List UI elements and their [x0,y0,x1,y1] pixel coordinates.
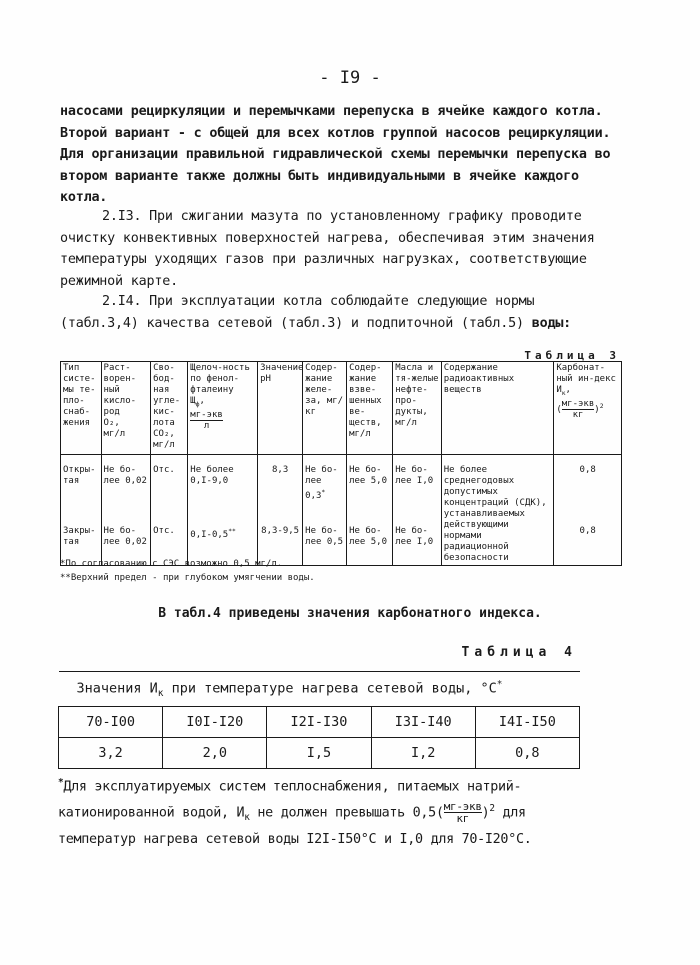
t4-range: 70-I00 [59,707,163,738]
t3-cell-suspended: Не бо-лее 5,0 [347,455,393,526]
table4-label: Таблица 4 [461,645,577,660]
table3-water-quality [60,361,622,566]
t3-header-type: Тип систе-мы те-пло-снаб-жения [61,362,102,455]
table3-footnote-2: **Верхний предел - при глубоком умягчении воды. [60,573,315,583]
table4-footnote: *Для эксплуатируемых систем теплоснабжения, питаемых натрий-катионированной водой, $И_к$ не должен превышать 0,5( $\frac{\text{мг-экв}}{кг}$ )$^2$ для температур нагрева сетевой воды I2I-I50°C и I,0 для 70-I20°C. [58,777,532,847]
t3-header-alk-sub: ф [195,400,200,408]
t3-cell-radioactive: Не более среднегодовых допустимых концентраций (СДК), устанавливаемых действующими нормами радиационной безопасности [441,455,554,566]
t4-footnote-line1: Для эксплуатируемых систем теплоснабжения, питаемых натрий-катионированной водой, И [58,779,522,821]
t3-cell-iron [303,455,347,526]
t3-header-o2-unit: O₂, [103,418,120,428]
t3-cell-ph: 8,3-9,5 [258,525,303,565]
t3-cell-oil: Не бо-лее I,0 [393,455,441,526]
t4-caption-mark: * [496,678,503,690]
paragraph-2-14-text: 2.I4. При эксплуатации котла соблюдайте следующие нормы (табл.3,4) качества сетевой (табл.3) и подпиточной (табл.5) [60,294,535,331]
paragraph-recirculation: насосами рециркуляции и перемычками перепуска в ячейке каждого котла. Второй вариант - с общей для всех котлов группой насосов рециркуляции. Для организации правильной гидравлической схемы перемычки перепуска во втором варианте также должны быть индивидуальными в ячейке каждого котла. [60,104,611,205]
t4-footnote-unit-den: кг [456,811,469,825]
t4-caption-rest: при температуре нагрева сетевой воды, °C [163,680,497,697]
t4-footnote-unit [444,801,482,824]
t3-cell-type: Закры-тая [61,525,102,565]
t4-range: I4I-I50 [475,707,579,738]
t3-header-ik-sub: к [561,389,566,397]
t3-cell-carbonate-index: 0,8 [554,525,622,565]
t4-value: I,2 [371,738,475,769]
t4-footnote-line2: для температур нагрева сетевой воды I2I-I50°C и I,0 для 70-I20°C. [58,805,532,847]
paragraph-2-14 [60,291,620,334]
t4-value: 2,0 [163,738,267,769]
t4-caption-text: Значения И [76,680,158,697]
t3-header-ik-text: Карбонат-ный ин-декс [556,363,616,384]
t4-value: I,5 [267,738,371,769]
table-row [59,738,580,769]
t3-cell-ph: 8,3 [258,455,303,526]
t3-cell-co2: Отс. [151,525,188,565]
table-row [61,455,622,526]
t4-value: 0,8 [475,738,579,769]
t3-cell-iron-mark: * [321,489,326,496]
t4-caption [59,672,580,707]
table4-intro-heading: В табл.4 приведены значения карбонатного индекса. [158,606,542,621]
table3-label: Таблица 3 [524,349,620,362]
t3-header-radioactive: Содержание радиоактивных веществ [441,362,554,455]
t3-cell-iron: Не бо-лее 0,5 [303,525,347,565]
t3-header-alk-text: Щелоч-ность по фенол-фталеину [190,363,250,395]
t3-header-carbonate-index: Карбонат-ный ин-декс $И_к$, ( $\frac{\text{мг-экв}}{кг}$ )$^2$ [554,362,622,455]
t3-header-ik-pow: 2 [599,402,604,410]
t3-header-iron: Содер-жание желе-за, мг/кг [303,362,347,455]
t3-header-ik-unit-num: мг-экв [561,398,595,409]
t4-caption-sub: к [157,688,164,700]
t3-header-oil: Масла и тя-желые нефте-про-дукты, мг/л [393,362,441,455]
t3-header-ik-sym: И [556,385,562,395]
t3-cell-type: Откры-тая [61,455,102,526]
t3-header-co2: Сво-бод-ная угле-кис-лота CO₂, мг/л [151,362,188,455]
t3-header-alk-unit [190,410,223,431]
page-number: - I9 - [319,68,381,88]
t3-cell-iron-value: Не бо-лее 0,3 [305,465,338,501]
t3-cell-o2: Не бо-лее 0,02 [101,525,151,565]
t3-header-o2 [101,362,151,455]
t4-range: I0I-I20 [163,707,267,738]
t3-header-alkalinity: Щелоч-ность по фенол-фталеину $Щ_ф$, $\frac{\text{мг-экв}}{л}$ [188,362,258,455]
t3-cell-co2: Отс. [151,455,188,526]
t3-header-o2-text: Раст-ворен-ный кисло-род [103,363,137,417]
paragraph-2-13: 2.I3. При сжигании мазута по установленному графику проводите очистку конвективных поверхностей нагрева, обеспечивая этим значения температуры уходящих газов при различных нагрузках, соответствующие режимной карте. [60,209,595,289]
t3-header-alk-unit-num: мг-экв [190,409,223,420]
t3-cell-suspended: Не бо-лее 5,0 [347,525,393,565]
t3-header-ik-unit [562,399,595,420]
t4-footnote-unit-num: мг-экв [443,799,482,813]
t4-footnote-sub: к [244,812,250,824]
t3-cell-alk-value: 0,I-0,5 [190,530,229,541]
t3-cell-carbonate-index: 0,8 [554,455,622,526]
t4-footnote-mark: * [58,777,64,788]
t3-header-o2-unit2: мг/л [103,429,126,439]
t3-cell-alkalinity: Не более 0,I-9,0 [188,455,258,526]
t3-header-alk-sym: Щ [190,396,196,406]
t3-cell-alk-mark: ** [228,528,236,536]
table4-carbonate-index [58,671,580,769]
t3-header-ph: Значение pH [258,362,303,455]
t3-header-alk-unit-den: л [203,420,210,431]
t4-footnote-pow: 2 [489,802,495,814]
t3-cell-o2: Не бо-лее 0,02 [101,455,151,526]
t4-range: I2I-I30 [267,707,371,738]
t3-header-ik-unit-den: кг [572,409,584,420]
t4-footnote-line1b: не должен превышать 0,5( [249,805,444,821]
paragraph-2-14-tail: воды: [531,315,572,331]
table3-footnote-1: *По согласованию с СЭС возможно 0,5 мг/л. [60,559,283,569]
t4-value: 3,2 [59,738,163,769]
t3-header-suspended: Содер-жание взве-шенных ве-ществ, мг/л [347,362,393,455]
t4-range: I3I-I40 [371,707,475,738]
table-row [59,707,580,738]
t3-cell-oil: Не бо-лее I,0 [393,525,441,565]
